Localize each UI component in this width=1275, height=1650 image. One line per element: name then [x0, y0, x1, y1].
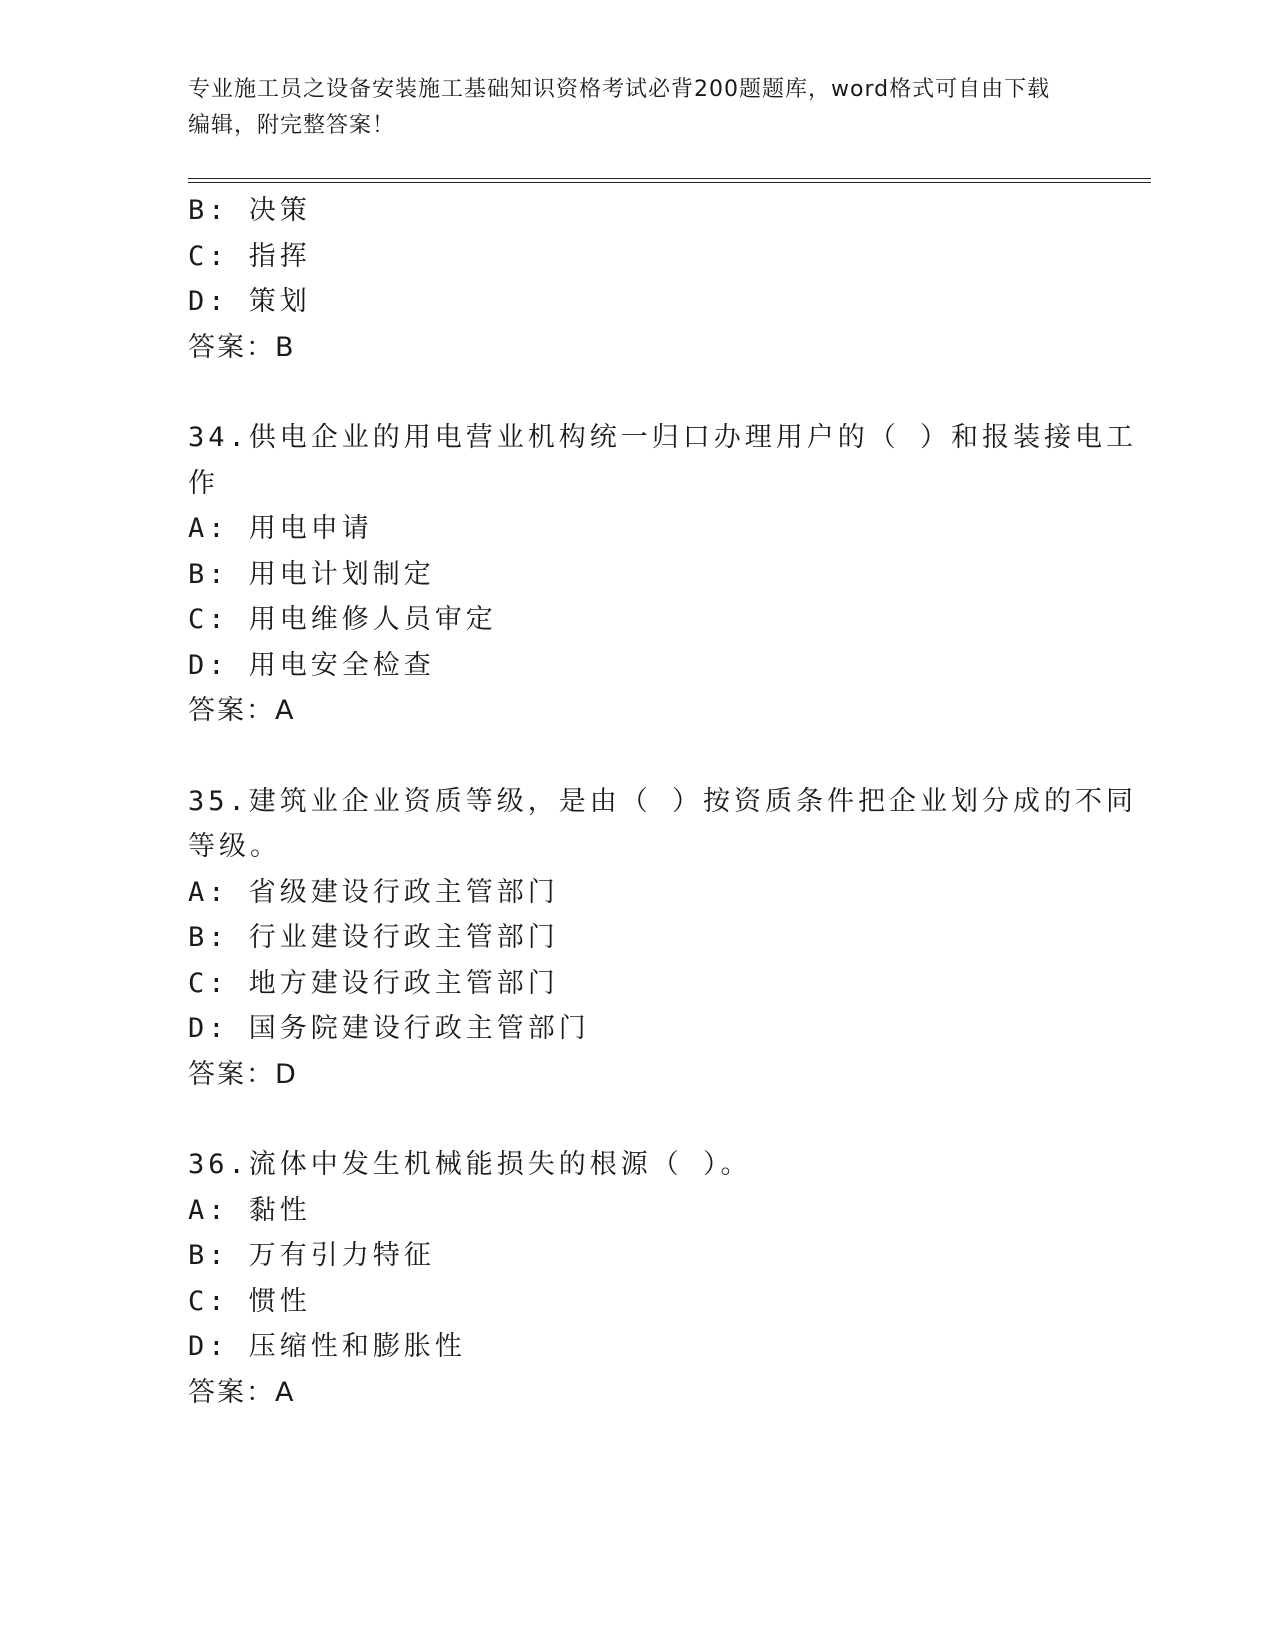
continued-question [188, 188, 1068, 370]
option-b [188, 915, 1068, 961]
option-text: 指挥 [248, 240, 311, 272]
option-d [188, 1006, 1068, 1052]
option-text: 地方建设行政主管部门 [248, 967, 559, 999]
option-separator: : [208, 1331, 229, 1362]
option-separator: : [208, 876, 229, 908]
option-label: D [188, 286, 209, 317]
option-text: 用电申请 [248, 513, 373, 544]
question-text: 流体中发生机械能损失的根源（ ）。 [248, 1149, 752, 1180]
option-label: A [188, 513, 209, 544]
option-a [188, 1188, 1068, 1234]
option-a [188, 870, 1068, 916]
question-35 [188, 779, 1138, 1098]
question-stem [188, 779, 1138, 825]
option-text: 黏性 [248, 1194, 311, 1226]
option-text: 用电安全检查 [248, 649, 435, 681]
option-b [188, 1233, 1068, 1279]
option-separator: : [208, 1194, 229, 1226]
option-separator: : [208, 922, 229, 953]
option-c [188, 1279, 1068, 1325]
question-stem-continued: 等级。 [188, 831, 281, 862]
option-d [188, 279, 1068, 325]
option-label: C [188, 240, 209, 272]
question-34 [188, 415, 1138, 734]
option-text: 决策 [248, 195, 311, 226]
question-stem [188, 415, 1138, 461]
question-content [188, 188, 1138, 1415]
option-b [188, 188, 1068, 234]
answer-line: 答案：A [188, 695, 296, 726]
option-separator: : [208, 513, 229, 544]
option-text: 行业建设行政主管部门 [248, 922, 559, 953]
option-label: A [188, 876, 209, 908]
option-label: B [188, 195, 209, 226]
option-text: 惯性 [248, 1285, 311, 1317]
option-separator: : [208, 286, 229, 317]
option-label: D [188, 1013, 209, 1044]
header-double-rule [188, 178, 1151, 183]
option-text: 压缩性和膨胀性 [248, 1331, 466, 1362]
option-d [188, 1324, 1068, 1370]
option-text: 策划 [248, 286, 311, 317]
option-d [188, 643, 1068, 689]
option-label: A [188, 1194, 209, 1226]
option-separator: : [208, 1285, 229, 1317]
option-b [188, 552, 1068, 598]
answer-line: 答案：D [188, 1058, 298, 1090]
option-separator: : [208, 1240, 229, 1271]
option-label: D [188, 1331, 209, 1362]
option-separator: : [208, 1013, 229, 1044]
option-text: 用电维修人员审定 [248, 604, 497, 635]
question-text: 供电企业的用电营业机构统一归口办理用户的（ ）和报装接电工 [248, 422, 1138, 453]
option-label: B [188, 558, 209, 590]
option-label: C [188, 1285, 209, 1317]
option-label: C [188, 967, 209, 999]
option-separator: : [208, 604, 229, 635]
question-stem [188, 1142, 1068, 1188]
option-text: 万有引力特征 [248, 1240, 435, 1271]
option-text: 国务院建设行政主管部门 [248, 1013, 590, 1044]
option-text: 用电计划制定 [248, 558, 435, 590]
option-separator: : [208, 558, 229, 590]
option-label: B [188, 922, 209, 953]
option-c [188, 961, 1068, 1007]
question-text: 建筑业企业资质等级，是由（ ）按资质条件把企业划分成的不同 [248, 785, 1138, 817]
option-separator: : [208, 195, 229, 226]
option-text: 省级建设行政主管部门 [248, 876, 559, 908]
option-a [188, 506, 1068, 552]
option-c [188, 234, 1068, 280]
option-separator: : [208, 240, 229, 272]
question-number: 34. [188, 422, 249, 453]
option-separator: : [208, 649, 229, 681]
question-36 [188, 1142, 1068, 1415]
option-label: C [188, 604, 209, 635]
option-label: B [188, 1240, 209, 1271]
answer-line: 答案：A [188, 1376, 296, 1408]
option-separator: : [208, 967, 229, 999]
option-c [188, 597, 1068, 643]
question-stem-continued: 作 [188, 467, 219, 499]
document-title: 专业施工员之设备安装施工基础知识资格考试必背200题题库，word格式可自由下载编辑，附完整答案！ [188, 77, 1051, 138]
question-number: 36. [188, 1149, 249, 1180]
page-header [188, 72, 1068, 144]
option-label: D [188, 649, 209, 681]
answer-line: 答案：B [188, 331, 296, 363]
question-number: 35. [188, 785, 249, 817]
